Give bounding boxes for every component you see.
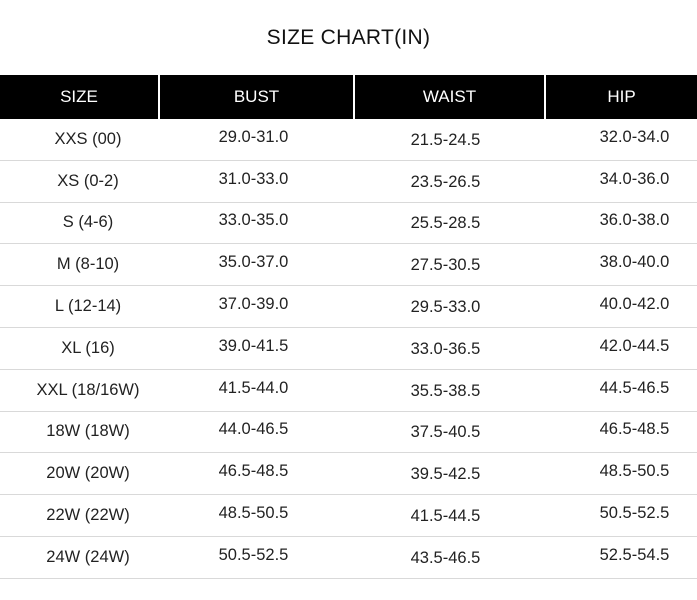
waist-cell-text: 33.0-36.5 (410, 339, 481, 358)
bust-cell (160, 370, 355, 411)
size-cell-text: 24W (24W) (46, 547, 130, 566)
hip-cell-text: 50.5-52.5 (599, 504, 670, 523)
hip-cell-text: 42.0-44.5 (599, 336, 670, 355)
hip-cell (546, 537, 697, 578)
waist-cell-text: 35.5-38.5 (410, 381, 481, 400)
waist-cell (355, 161, 546, 202)
size-cell-text: S (4-6) (62, 213, 114, 232)
hip-cell-text: 40.0-42.0 (599, 295, 670, 314)
bust-cell (160, 453, 355, 494)
bust-cell (160, 119, 355, 160)
bust-cell-text: 35.0-37.0 (218, 253, 289, 272)
size-cell (0, 244, 160, 285)
bust-cell-text: 31.0-33.0 (218, 169, 289, 188)
size-cell (0, 370, 160, 411)
header-hip: HIP (546, 75, 697, 119)
waist-cell (355, 244, 546, 285)
bust-cell-text: 39.0-41.5 (218, 336, 289, 355)
size-cell-text: XS (0-2) (57, 171, 119, 190)
table-row (0, 495, 697, 537)
table-header (0, 75, 697, 119)
waist-cell (355, 537, 546, 578)
waist-cell (355, 495, 546, 536)
hip-cell (546, 286, 697, 327)
table-row (0, 412, 697, 454)
header-waist: WAIST (355, 75, 546, 119)
bust-cell (160, 286, 355, 327)
size-cell-text: 18W (18W) (46, 422, 130, 441)
size-cell-text: XXS (00) (54, 129, 122, 148)
waist-cell (355, 203, 546, 244)
size-cell (0, 286, 160, 327)
hip-cell (546, 495, 697, 536)
hip-cell-text: 48.5-50.5 (599, 462, 670, 481)
size-cell (0, 495, 160, 536)
bust-cell-text: 44.0-46.5 (218, 420, 289, 439)
bust-cell-text: 37.0-39.0 (218, 295, 289, 314)
bust-cell-text: 46.5-48.5 (218, 462, 289, 481)
waist-cell-text: 41.5-44.5 (410, 507, 481, 526)
waist-cell (355, 119, 546, 160)
bust-cell-text: 48.5-50.5 (218, 504, 289, 523)
table-row (0, 203, 697, 245)
hip-cell (546, 412, 697, 453)
size-cell (0, 453, 160, 494)
hip-cell-text: 34.0-36.0 (599, 169, 670, 188)
size-cell-text: 20W (20W) (46, 464, 130, 483)
bust-cell-text: 41.5-44.0 (218, 378, 289, 397)
hip-cell-text: 38.0-40.0 (599, 253, 670, 272)
chart-title: SIZE CHART(IN) (266, 26, 431, 49)
hip-cell (546, 119, 697, 160)
size-cell (0, 412, 160, 453)
waist-cell-text: 43.5-46.5 (410, 548, 481, 567)
table-row (0, 328, 697, 370)
table-row (0, 244, 697, 286)
hip-cell (546, 328, 697, 369)
size-cell (0, 537, 160, 578)
bust-cell (160, 244, 355, 285)
bust-cell (160, 203, 355, 244)
hip-cell-text: 36.0-38.0 (599, 211, 670, 230)
bust-cell-text: 29.0-31.0 (218, 127, 289, 146)
waist-cell-text: 37.5-40.5 (410, 423, 481, 442)
waist-cell-text: 27.5-30.5 (410, 256, 481, 275)
bust-cell (160, 412, 355, 453)
bust-cell (160, 537, 355, 578)
bust-cell-text: 50.5-52.5 (218, 545, 289, 564)
bust-cell (160, 161, 355, 202)
hip-cell (546, 161, 697, 202)
size-cell (0, 328, 160, 369)
size-cell (0, 161, 160, 202)
table-body (0, 119, 697, 579)
hip-cell (546, 244, 697, 285)
bust-cell (160, 328, 355, 369)
waist-cell-text: 25.5-28.5 (410, 214, 481, 233)
size-cell-text: 22W (22W) (46, 506, 130, 525)
table-row (0, 453, 697, 495)
table-row (0, 370, 697, 412)
hip-cell (546, 453, 697, 494)
header-size: SIZE (0, 75, 160, 119)
hip-cell-text: 52.5-54.5 (599, 545, 670, 564)
size-cell (0, 119, 160, 160)
table-row (0, 537, 697, 579)
size-cell-text: M (8-10) (56, 255, 120, 274)
waist-cell (355, 453, 546, 494)
bust-cell-text: 33.0-35.0 (218, 211, 289, 230)
table-row (0, 161, 697, 203)
waist-cell (355, 328, 546, 369)
waist-cell-text: 23.5-26.5 (410, 172, 481, 191)
size-cell (0, 203, 160, 244)
bust-cell (160, 495, 355, 536)
waist-cell (355, 286, 546, 327)
hip-cell-text: 32.0-34.0 (599, 127, 670, 146)
hip-cell (546, 370, 697, 411)
waist-cell (355, 412, 546, 453)
table-row (0, 119, 697, 161)
waist-cell-text: 39.5-42.5 (410, 465, 481, 484)
waist-cell-text: 29.5-33.0 (410, 298, 481, 317)
hip-cell-text: 44.5-46.5 (599, 378, 670, 397)
size-cell-text: L (12-14) (54, 297, 122, 316)
size-chart-table (0, 75, 697, 579)
size-cell-text: XXL (18/16W) (36, 380, 140, 399)
table-row (0, 286, 697, 328)
size-cell-text: XL (16) (61, 338, 115, 357)
waist-cell-text: 21.5-24.5 (410, 130, 481, 149)
hip-cell (546, 203, 697, 244)
waist-cell (355, 370, 546, 411)
hip-cell-text: 46.5-48.5 (599, 420, 670, 439)
header-bust: BUST (160, 75, 355, 119)
